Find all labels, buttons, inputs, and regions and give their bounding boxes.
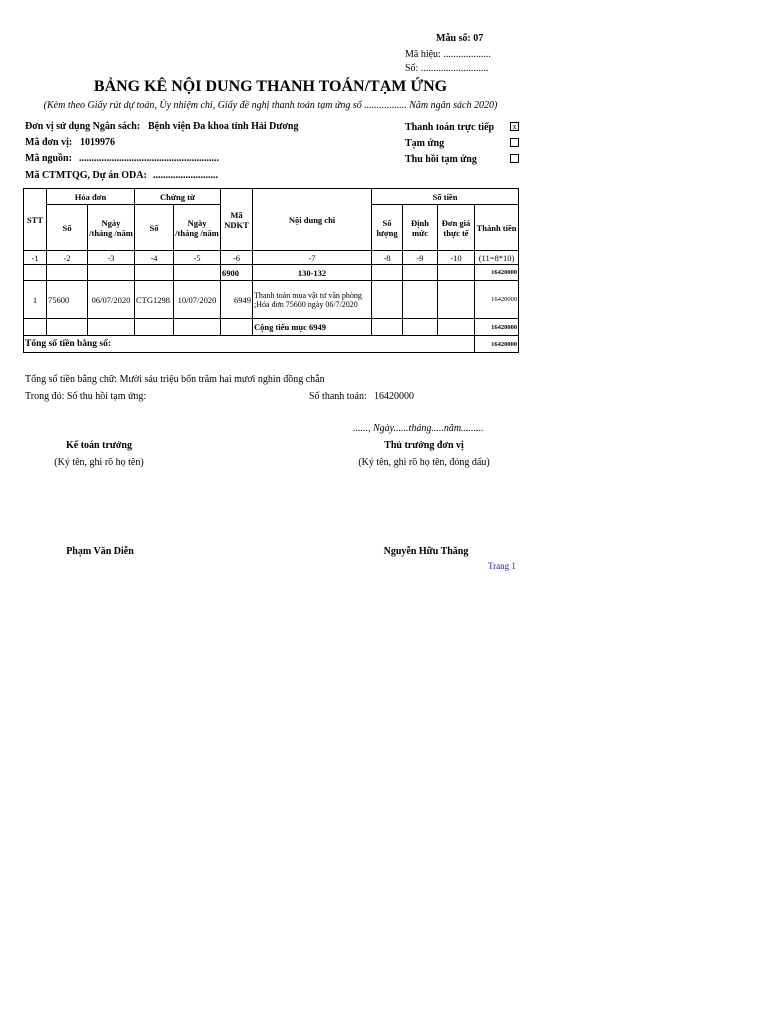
- right-sign-note: (Ký tên, ghi rõ họ tên, đóng dấu): [358, 457, 490, 468]
- header-ct-ngay: Ngày /tháng /năm: [174, 205, 221, 251]
- option-thanh-toan-label: Thanh toán trực tiếp: [405, 122, 495, 133]
- right-signer-name: Nguyễn Hữu Thăng: [383, 546, 469, 557]
- header-dinh-muc: Định mức: [403, 205, 438, 251]
- header-thanh-tien: Thành tiền: [475, 205, 519, 251]
- header-noi-dung: Nội dung chi: [253, 189, 372, 251]
- header-so-tien: Số tiền: [372, 189, 519, 205]
- index-cell: -2: [47, 251, 88, 265]
- option-thu-hoi-label: Thu hồi tạm ứng: [405, 154, 477, 165]
- index-cell: -3: [88, 251, 135, 265]
- don-vi-value: Bệnh viện Đa khoa tỉnh Hải Dương: [148, 121, 299, 132]
- subtotal-thanh-tien: 16420000: [475, 319, 519, 336]
- option-thanh-toan-checkbox[interactable]: x: [510, 122, 519, 131]
- header-so-luong: Số lượng: [372, 205, 403, 251]
- item-ma-ndkt: 6949: [221, 281, 253, 319]
- group-row: [24, 265, 519, 281]
- index-cell: -8: [372, 251, 403, 265]
- empty-cell: [47, 319, 88, 336]
- header-chung-tu: Chứng từ: [135, 189, 221, 205]
- left-sign-note: (Ký tên, ghi rõ họ tên): [54, 457, 144, 468]
- item-hd-so: 75600: [47, 281, 88, 319]
- page-number: Trang 1: [488, 561, 516, 571]
- index-cell: -4: [135, 251, 174, 265]
- so-field: Số: ...........................: [405, 63, 489, 74]
- option-thu-hoi-checkbox[interactable]: [510, 154, 519, 163]
- index-cell: -7: [253, 251, 372, 265]
- left-sign-title: Kế toán trưởng: [66, 440, 132, 451]
- item-stt: 1: [24, 281, 47, 319]
- empty-cell: [24, 265, 47, 281]
- empty-cell: [403, 319, 438, 336]
- header-hd-so: Số: [47, 205, 88, 251]
- empty-cell: [372, 319, 403, 336]
- so-thanh-toan-label: Số thanh toán:: [309, 391, 367, 402]
- empty-cell: [403, 281, 438, 319]
- form-number: Mẫu số: 07: [436, 33, 484, 44]
- empty-cell: [438, 281, 475, 319]
- total-label: Tổng số tiền bằng số:: [24, 336, 475, 353]
- index-cell: -6: [221, 251, 253, 265]
- ma-nguon-label: Mã nguồn:: [25, 153, 72, 164]
- empty-cell: [88, 319, 135, 336]
- item-thanh-tien: 16420000: [475, 281, 519, 319]
- total-thanh-tien: 16420000: [475, 336, 519, 353]
- table-row: [24, 281, 519, 319]
- empty-cell: [221, 319, 253, 336]
- ma-nguon-value: ........................................................: [79, 153, 219, 164]
- header-ma-ndkt: Mã NDKT: [221, 189, 253, 251]
- payment-table: [23, 188, 519, 353]
- empty-cell: [174, 319, 221, 336]
- don-vi-label: Đơn vị sử dụng Ngân sách:: [25, 121, 141, 132]
- empty-cell: [47, 265, 88, 281]
- empty-cell: [24, 319, 47, 336]
- header-don-gia: Đơn giá thực tế: [438, 205, 475, 251]
- item-hd-ngay: 06/07/2020: [88, 281, 135, 319]
- trong-do: Trong đó: Số thu hồi tạm ứng:: [25, 391, 147, 402]
- page-subtitle: (Kèm theo Giấy rút dự toán, Ủy nhiệm chi, Giấy đề nghị thanh toán tạm ứng số ................. Năm ngân sách 2020): [43, 100, 498, 111]
- index-cell: -1: [24, 251, 47, 265]
- total-row: [24, 336, 519, 353]
- left-signer-name: Phạm Văn Diễn: [66, 546, 134, 557]
- option-tam-ung-label: Tạm ứng: [405, 138, 445, 149]
- subtotal-label: Cộng tiểu mục 6949: [253, 319, 372, 336]
- total-in-words: Tổng số tiền bằng chữ: Mười sáu triệu bốn trăm hai mươi nghìn đồng chẵn: [25, 374, 325, 385]
- index-cell: -5: [174, 251, 221, 265]
- group-noi-dung: 130-132: [253, 265, 372, 281]
- group-ma-ndkt: 6900: [221, 265, 253, 281]
- index-cell: -9: [403, 251, 438, 265]
- empty-cell: [438, 319, 475, 336]
- empty-cell: [135, 319, 174, 336]
- option-tam-ung-checkbox[interactable]: [510, 138, 519, 147]
- item-ct-so: CTG1298: [135, 281, 174, 319]
- empty-cell: [438, 265, 475, 281]
- ma-don-vi-label: Mã đơn vị:: [25, 137, 73, 148]
- index-cell: -10: [438, 251, 475, 265]
- so-thanh-toan-value: 16420000: [374, 391, 414, 402]
- empty-cell: [88, 265, 135, 281]
- header-ct-so: Số: [135, 205, 174, 251]
- empty-cell: [372, 265, 403, 281]
- group-thanh-tien: 16420000: [475, 265, 519, 281]
- header-hd-ngay: Ngày /tháng /năm: [88, 205, 135, 251]
- index-row: [24, 251, 519, 265]
- empty-cell: [174, 265, 221, 281]
- empty-cell: [135, 265, 174, 281]
- date-line: ......, Ngày......tháng.....năm.........: [353, 423, 484, 434]
- ma-ctmtqg-label: Mã CTMTQG, Dự án ODA:: [25, 170, 147, 181]
- empty-cell: [372, 281, 403, 319]
- item-ct-ngay: 10/07/2020: [174, 281, 221, 319]
- empty-cell: [403, 265, 438, 281]
- subtotal-row: [24, 319, 519, 336]
- item-noi-dung: Thanh toán mua vật tư văn phòng ;Hóa đơn 75600 ngày 06/7/2020: [253, 281, 372, 319]
- ma-ctmtqg-value: ..........................: [153, 170, 218, 181]
- header-stt: STT: [24, 189, 47, 251]
- ma-don-vi-value: 1019976: [80, 137, 115, 148]
- page-title: BẢNG KÊ NỘI DUNG THANH TOÁN/TẠM ỨNG: [93, 78, 448, 95]
- ma-hieu: Mã hiệu: ...................: [405, 49, 491, 60]
- header-hoa-don: Hóa đơn: [47, 189, 135, 205]
- index-cell: (11=8*10): [475, 251, 519, 265]
- right-sign-title: Thủ trưởng đơn vị: [384, 440, 464, 451]
